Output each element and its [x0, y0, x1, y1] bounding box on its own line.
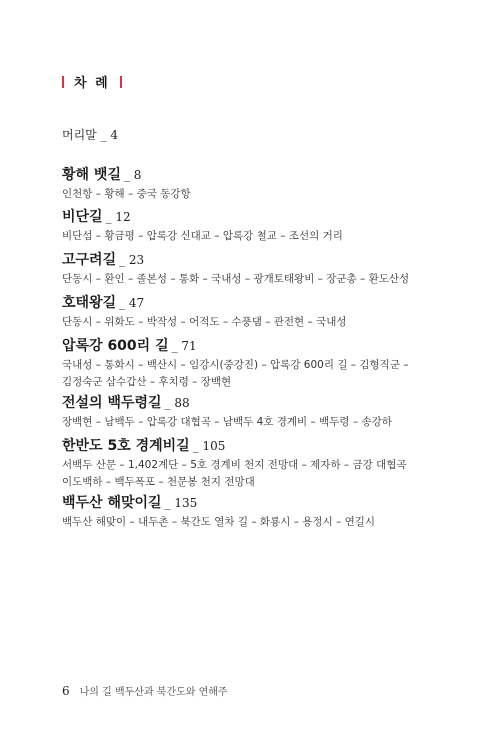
toc-title: 차 례	[74, 76, 110, 91]
chapter-title: 백두산 해맞이길	[62, 495, 162, 511]
chapter-entry[interactable]	[62, 207, 442, 244]
chapter-page: _ 47	[119, 296, 145, 310]
chapter-title: 황해 뱃길	[62, 167, 121, 183]
chapter-title: 비단길	[62, 209, 103, 225]
chapter-entry[interactable]	[62, 493, 442, 530]
chapter-route: 이도백하 – 백두폭포 – 천문봉 천지 전망대	[62, 476, 255, 488]
chapter-title: 전설의 백두령길	[62, 395, 162, 411]
chapter-route: 장백현 – 남백두 – 압록강 대협곡 – 남백두 4호 경계비 – 백두령 – 송강하	[62, 416, 392, 428]
chapter-title: 압록강 600리 길	[62, 338, 169, 354]
chapter-title: 한반도 5호 경계비길	[62, 438, 190, 454]
chapter-route: 국내성 – 통화시 – 백산시 – 임강시(중강진) – 압록강 600리 길 – 김형직군 –	[62, 359, 409, 371]
chapter-route: 인천항 – 황해 – 중국 동강항	[62, 188, 191, 200]
chapter-title: 호태왕길	[62, 295, 117, 311]
chapter-entry[interactable]	[62, 393, 442, 430]
intro-entry[interactable]	[62, 126, 118, 143]
toc-header	[62, 72, 122, 91]
chapter-route: 비단섬 – 황금평 – 압록강 신대교 – 압록강 철교 – 조선의 거리	[62, 230, 343, 242]
intro-page: _ 4	[100, 128, 119, 142]
chapter-page: _ 12	[105, 210, 131, 224]
page-footer	[62, 683, 228, 698]
left-accent-bar	[62, 76, 64, 88]
chapter-page: _ 23	[119, 253, 145, 267]
footer-book-title: 나의 길 백두산과 북간도와 연해주	[79, 687, 228, 698]
chapter-entry[interactable]	[62, 293, 442, 330]
chapter-route: 서백두 산문 – 1,402계단 – 5호 경계비 천지 전망대 – 제자하 – 금강 대협곡	[62, 459, 407, 471]
right-accent-bar	[120, 76, 122, 88]
chapter-entry[interactable]	[62, 250, 442, 287]
chapter-page: _ 8	[123, 168, 142, 182]
chapter-page: _ 71	[171, 339, 197, 353]
chapter-entry[interactable]	[62, 436, 442, 490]
footer-page-number: 6	[62, 684, 70, 698]
chapter-page: _ 135	[164, 496, 198, 510]
chapter-route: 백두산 해맞이 – 내두촌 – 북간도 열차 길 – 화룡시 – 용정시 – 연길시	[62, 516, 376, 528]
chapter-route: 단동시 – 환인 – 졸본성 – 통화 – 국내성 – 광개토태왕비 – 장군총 – 환도산성	[62, 273, 410, 285]
chapter-route: 단동시 – 위화도 – 박작성 – 어적도 – 수풍댐 – 관전현 – 국내성	[62, 316, 347, 328]
chapter-page: _ 105	[192, 439, 226, 453]
chapter-title: 고구려길	[62, 252, 117, 268]
intro-label: 머리말	[62, 128, 97, 142]
chapter-entry[interactable]	[62, 336, 442, 390]
chapter-route: 김정숙군 삼수갑산 – 후치령 – 장백현	[62, 376, 232, 388]
chapter-entry[interactable]	[62, 165, 442, 202]
chapter-page: _ 88	[164, 396, 190, 410]
